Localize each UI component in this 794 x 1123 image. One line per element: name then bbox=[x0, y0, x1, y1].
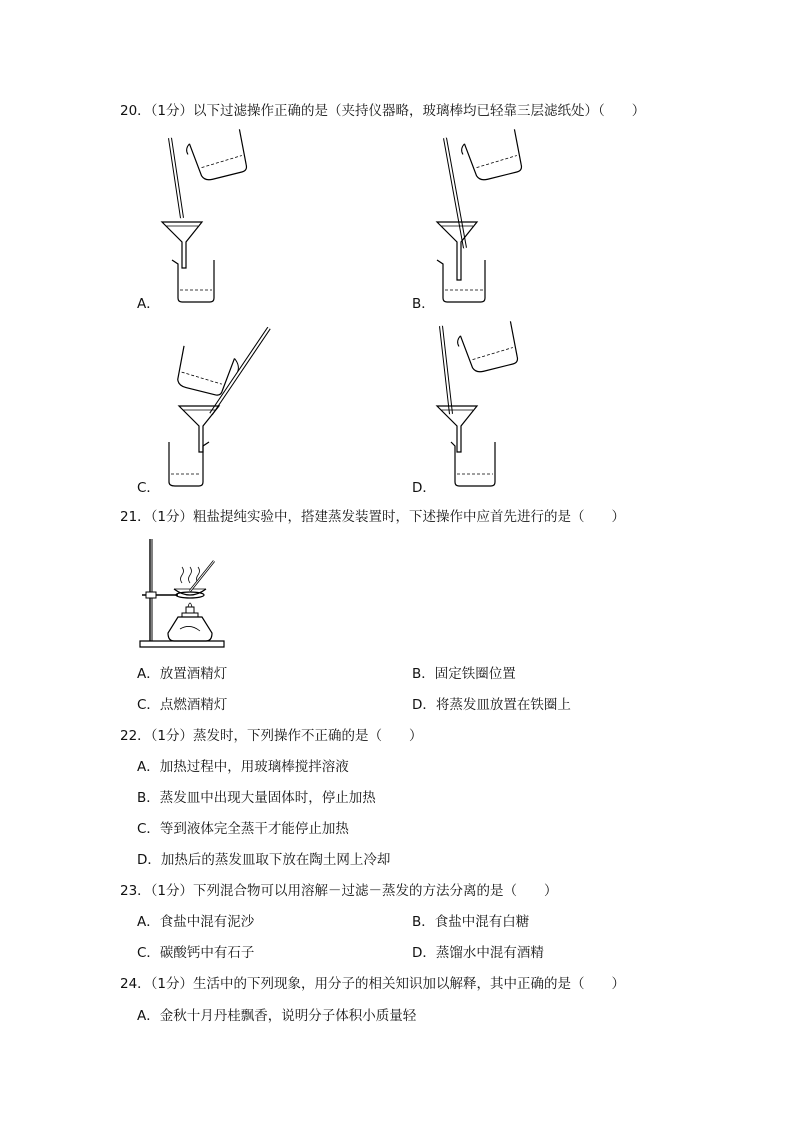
question-24-option-a[interactable]: A．金秋十月丹桂飘香，说明分子体积小质量轻 bbox=[137, 1008, 417, 1024]
question-22-option-d[interactable]: D．加热后的蒸发皿取下放在陶土网上冷却 bbox=[137, 852, 391, 868]
question-21-option-b[interactable]: B．固定铁圈位置 bbox=[412, 666, 516, 682]
filtration-figure-a bbox=[150, 130, 240, 310]
question-22-option-a[interactable]: A．加热过程中，用玻璃棒搅拌溶液 bbox=[137, 759, 349, 775]
figure-label-a: A． bbox=[137, 296, 160, 312]
filtration-figure-c bbox=[175, 322, 275, 492]
question-21-option-a[interactable]: A．放置酒精灯 bbox=[137, 666, 228, 682]
figure-label-c: C． bbox=[137, 480, 160, 496]
question-23-option-d[interactable]: D．蒸馏水中混有酒精 bbox=[412, 945, 544, 961]
question-23-option-b[interactable]: B．食盐中混有白糖 bbox=[412, 914, 530, 930]
filtration-figure-d bbox=[425, 322, 515, 492]
question-23-option-c[interactable]: C．碳酸钙中有石子 bbox=[137, 945, 255, 961]
question-24-stem: 24．（1分）生活中的下列现象，用分子的相关知识加以解释，其中正确的是（ ） bbox=[120, 976, 626, 992]
question-22-stem: 22．（1分）蒸发时，下列操作不正确的是（ ） bbox=[120, 728, 423, 744]
question-21-stem: 21．（1分）粗盐提纯实验中，搭建蒸发装置时，下述操作中应首先进行的是（ ） bbox=[120, 509, 626, 525]
evaporation-apparatus-figure bbox=[138, 537, 228, 652]
question-20-stem: 20．（1分）以下过滤操作正确的是（夹持仪器略，玻璃棒均已轻靠三层滤纸处）（ ） bbox=[120, 103, 646, 119]
filtration-figure-b bbox=[425, 130, 515, 310]
question-22-option-c[interactable]: C．等到液体完全蒸干才能停止加热 bbox=[137, 821, 349, 837]
figure-label-d: D． bbox=[412, 480, 436, 496]
question-21-option-d[interactable]: D．将蒸发皿放置在铁圈上 bbox=[412, 697, 571, 713]
question-23-stem: 23．（1分）下列混合物可以用溶解－过滤－蒸发的方法分离的是（ ） bbox=[120, 883, 558, 899]
question-21-option-c[interactable]: C．点燃酒精灯 bbox=[137, 697, 228, 713]
figure-label-b: B． bbox=[412, 296, 435, 312]
question-22-option-b[interactable]: B．蒸发皿中出现大量固体时，停止加热 bbox=[137, 790, 376, 806]
question-23-option-a[interactable]: A．食盐中混有泥沙 bbox=[137, 914, 255, 930]
